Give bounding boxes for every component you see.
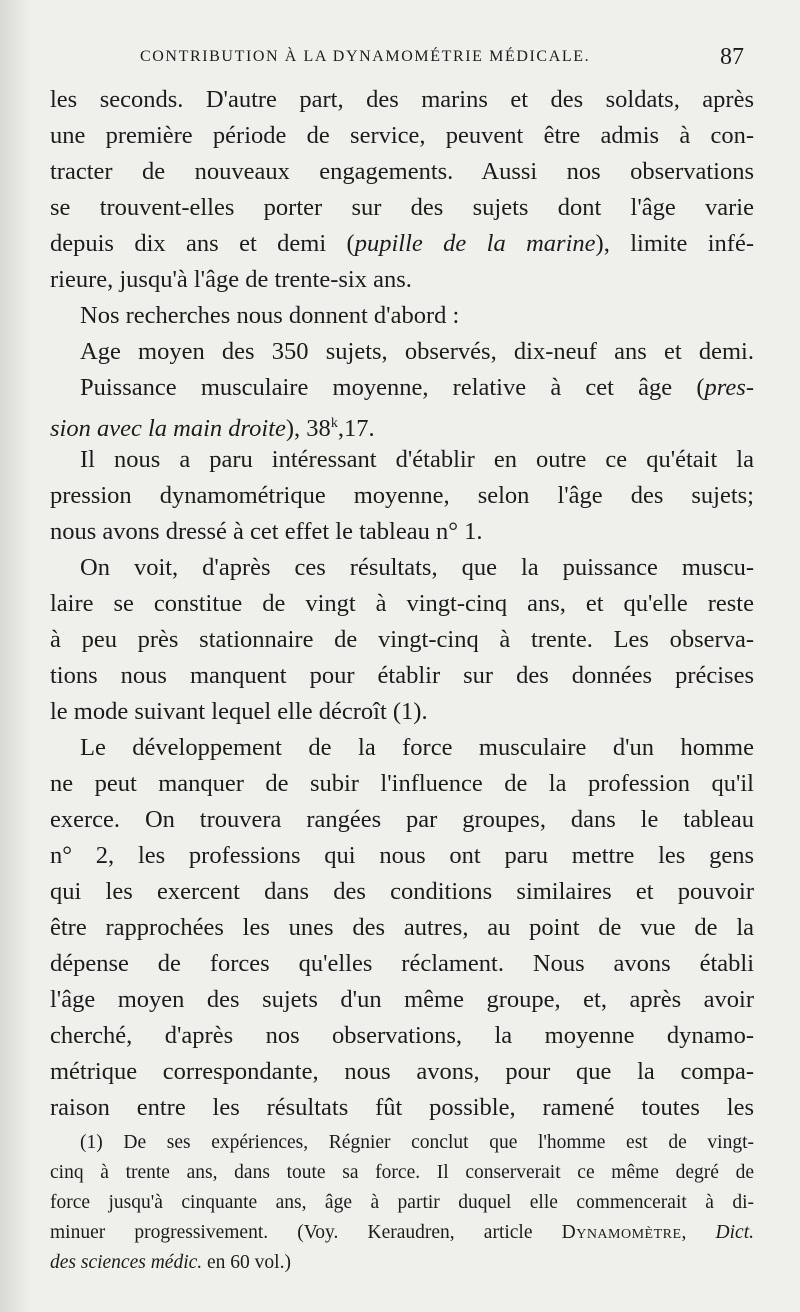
text-line: une première période de service, peuvent être admis à con- <box>50 122 754 149</box>
footnote-line <box>50 1248 754 1278</box>
italic-text: sion avec la main droite <box>50 415 286 442</box>
text-run: ,17. <box>337 415 375 442</box>
text-line: tions nous manquent pour établir sur des données précises <box>50 662 754 689</box>
text-line: Le développement de la force musculaire d'un homme <box>80 734 754 761</box>
page-header <box>140 44 744 74</box>
text-line: raison entre les résultats fût possible, ramené toutes les <box>50 1094 754 1121</box>
text-line <box>50 226 754 262</box>
text-run: en 60 vol.) <box>202 1252 291 1273</box>
text-line: Nos recherches nous donnent d'abord : <box>80 302 460 329</box>
text-line: pression dynamométrique moyenne, selon l'âge des sujets; <box>50 482 754 509</box>
text-line: Age moyen des 350 sujets, observés, dix-neuf ans et demi. <box>80 338 754 365</box>
text-line: nous avons dressé à cet effet le tableau n° 1. <box>50 518 483 545</box>
text-run: Puissance musculaire moyenne, relative à cet âge ( <box>80 374 705 401</box>
text-line: le mode suivant lequel elle décroît (1). <box>50 698 428 725</box>
superscript-unit: k <box>330 416 338 431</box>
text-line: se trouvent-elles porter sur des sujets dont l'âge varie <box>50 194 754 221</box>
small-caps-text: Dynamomètre <box>561 1222 682 1243</box>
italic-text: Dict. <box>715 1222 754 1243</box>
text-line: laire se constitue de vingt à vingt-cinq ans, et qu'elle reste <box>50 590 754 617</box>
text-line: dépense de forces qu'elles réclament. Nous avons établi <box>50 950 754 977</box>
page-edge-shadow <box>0 0 30 1312</box>
text-line: exerce. On trouvera rangées par groupes, dans le tableau <box>50 806 754 833</box>
footnote-line: cinq à trente ans, dans toute sa force. Il conserverait ce même degré de <box>50 1162 754 1183</box>
text-line: qui les exercent dans des conditions similaires et pouvoir <box>50 878 754 905</box>
text-line: ne peut manquer de subir l'influence de la profession qu'il <box>50 770 754 797</box>
text-line: rieure, jusqu'à l'âge de trente-six ans. <box>50 266 412 293</box>
italic-text: pres- <box>704 374 754 401</box>
text-line: les seconds. D'autre part, des marins et des soldats, après <box>50 86 754 113</box>
page-number: 87 <box>720 44 744 70</box>
footnote-line <box>50 1218 754 1248</box>
text-run: depuis dix ans et demi ( <box>50 230 355 257</box>
text-line <box>50 370 754 406</box>
text-line: n° 2, les professions qui nous ont paru mettre les gens <box>50 842 754 869</box>
text-line: On voit, d'après ces résultats, que la puissance muscu- <box>80 554 754 581</box>
text-line <box>50 406 754 442</box>
text-run: ), limite infé- <box>595 230 754 257</box>
text-run: ), 38 <box>285 415 331 442</box>
footnote <box>50 1128 754 1278</box>
text-run: minuer progressivement. (Voy. Keraudren, article <box>50 1222 562 1243</box>
text-line: à peu près stationnaire de vingt-cinq à trente. Les observa- <box>50 626 754 653</box>
text-line: Il nous a paru intéressant d'établir en outre ce qu'était la <box>80 446 754 473</box>
footnote-line: (1) De ses expériences, Régnier conclut que l'homme est de vingt- <box>80 1132 754 1153</box>
text-run: , <box>681 1222 716 1243</box>
body-text <box>50 82 754 1126</box>
running-head: CONTRIBUTION À LA DYNAMOMÉTRIE MÉDICALE. <box>140 48 591 65</box>
text-line: métrique correspondante, nous avons, pour que la compa- <box>50 1058 754 1085</box>
text-line: cherché, d'après nos observations, la moyenne dynamo- <box>50 1022 754 1049</box>
text-line: l'âge moyen des sujets d'un même groupe, et, après avoir <box>50 986 754 1013</box>
italic-text: des sciences médic. <box>50 1252 203 1273</box>
text-line: être rapprochées les unes des autres, au point de vue de la <box>50 914 754 941</box>
footnote-line: force jusqu'à cinquante ans, âge à partir duquel elle commencerait à di- <box>50 1192 754 1213</box>
text-line: tracter de nouveaux engagements. Aussi nos observations <box>50 158 754 185</box>
italic-text: pupille de la marine <box>354 230 596 257</box>
